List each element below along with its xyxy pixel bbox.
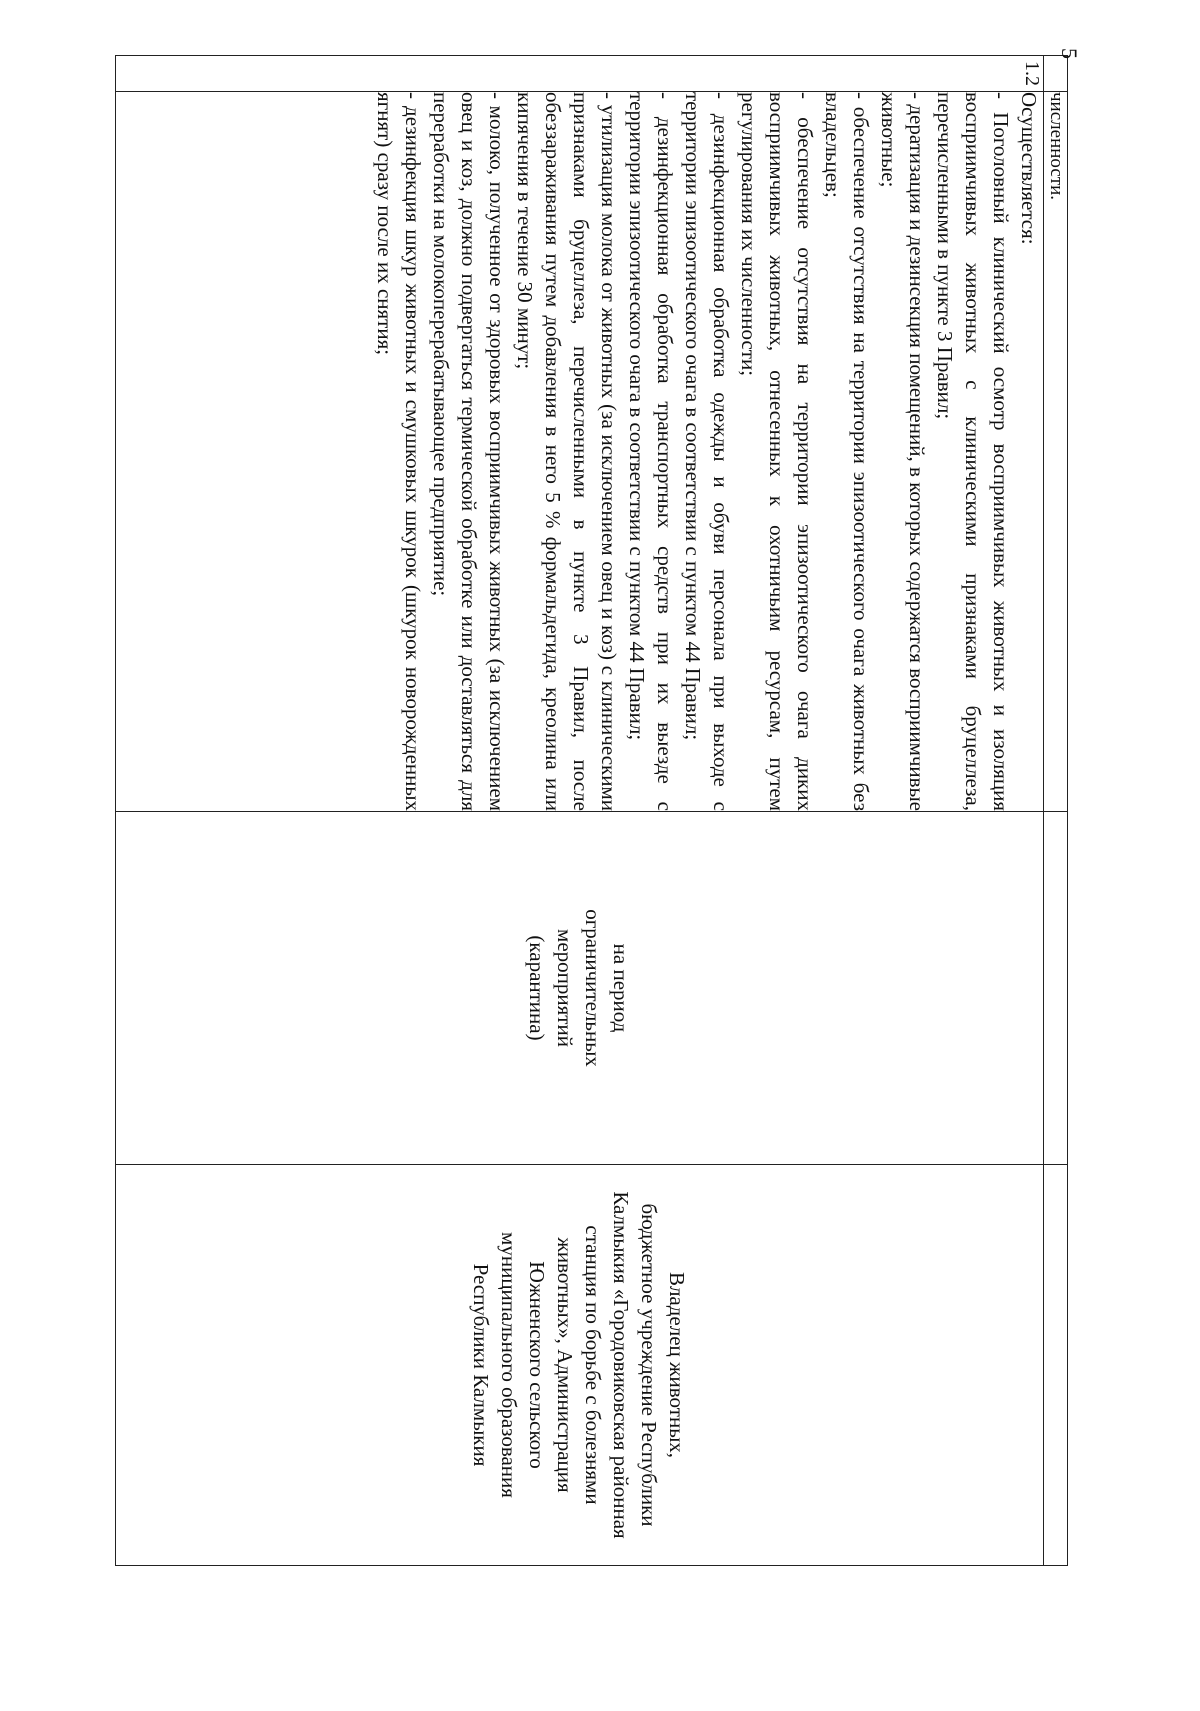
term-line: (карантина) — [525, 935, 550, 1041]
responsible-line: Владелец животных, — [665, 1271, 690, 1459]
responsible-line: станция по борьбе с болезнями — [581, 1225, 606, 1505]
term-line: мероприятий — [553, 929, 578, 1047]
measure-item: - утилизация молока от животных (за исключением овец и коз) с клиническими признаками бруцеллеза, перечисленными в пункте 3 Правил, после обеззараживания путем добавления в него 5 % формальдегида, креолина или кипячения в течение 30 минут; — [513, 92, 621, 811]
measure-item: - обеспечение отсутствия на территории эпизоотического очага животных без владельцев; — [821, 92, 873, 811]
page-number: 5 — [1057, 48, 1082, 59]
measures-list — [371, 92, 1015, 811]
responsible-line: Южненского сельского — [525, 1261, 550, 1469]
measures-cell — [116, 92, 1044, 812]
cell-term-empty — [1044, 812, 1068, 1165]
term-text — [524, 812, 636, 1164]
term-cell — [116, 812, 1044, 1165]
responsible-line: Республики Калмыкия — [469, 1263, 494, 1467]
responsible-line: животных», Администрация — [553, 1237, 578, 1493]
continuation-text: численности. — [1044, 92, 1068, 812]
measure-item: - молоко, полученное от здоровых восприимчивых животных (за исключением овец и коз, должно подвергаться термической обработке или доставляться для переработки на молокоперерабатывающее предприятие; — [429, 92, 509, 811]
responsible-line: Калмыкия «Городовиковская районная — [609, 1191, 634, 1539]
measure-item: - Поголовный клинический осмотр восприимчивых животных и изоляция восприимчивых животных с клиническими признаками бруцеллеза, перечисленными в пункте 3 Правил; — [933, 92, 1013, 811]
responsible-line: бюджетное учреждение Республики — [637, 1203, 662, 1527]
measure-item: - обеспечение отсутствия на территории эпизоотического очага диких восприимчивых животных, отнесенных к охотничьим ресурсам, путем регулирования их численности; — [737, 92, 817, 811]
term-line: ограничительных — [581, 909, 606, 1067]
measure-item: - дезинфекционная обработка одежды и обуви персонала при выходе с территории эпизоотического очага в соответствии с пунктом 44 Правил; — [681, 92, 733, 811]
table-row-1-2 — [116, 56, 1044, 1566]
table-row-continuation — [1044, 56, 1068, 1566]
row-number: 1.2 — [116, 56, 1044, 92]
measure-item: - дератизация и дезинсекция помещений, в которых содержатся восприимчивые животные; — [877, 92, 929, 811]
measures-table — [115, 55, 1068, 1566]
cell-number-empty — [1044, 56, 1068, 92]
measure-item: - дезинфекция шкур животных и смушковых шкурок (шкурок новорожденных ягнят) сразу после их снятия; — [373, 92, 425, 811]
term-line: на период — [609, 943, 634, 1033]
cell-responsible-empty — [1044, 1165, 1068, 1566]
responsible-line: муниципального образования — [497, 1232, 522, 1498]
responsible-cell — [116, 1165, 1044, 1566]
responsible-text — [468, 1165, 692, 1565]
rotated-table-frame — [115, 55, 1068, 1565]
measures-intro: Осуществляется: — [1017, 92, 1041, 245]
measure-item: - дезинфекционная обработка транспортных средств при их выезде с территории эпизоотического очага в соответствии с пунктом 44 Правил; — [625, 92, 677, 811]
